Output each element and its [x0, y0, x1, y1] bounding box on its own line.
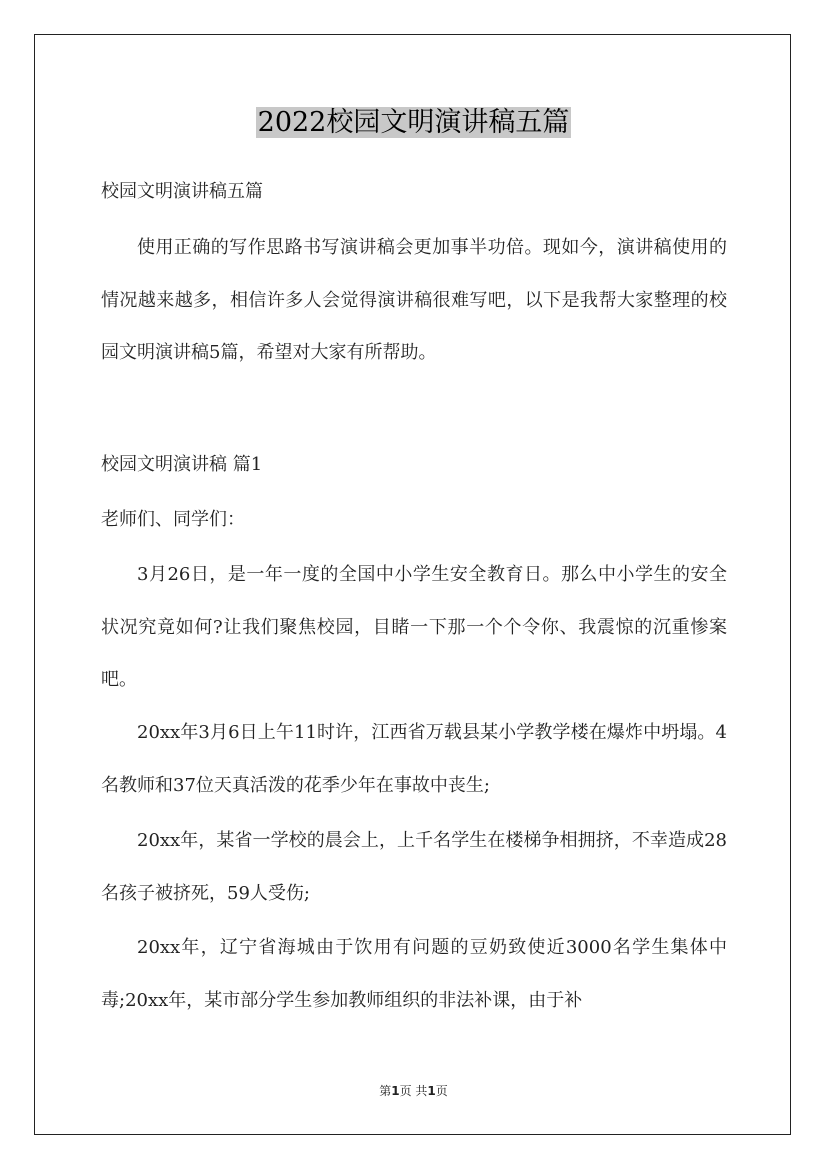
- footer-page-total: 1: [427, 1084, 436, 1098]
- footer-page-suffix: 页: [435, 1084, 448, 1098]
- footer-page-prefix: 第: [379, 1084, 392, 1098]
- footer-page-number: 1: [391, 1084, 400, 1098]
- document-title: [0, 100, 827, 146]
- document-subtitle: 校园文明演讲稿五篇: [101, 181, 263, 202]
- body-paragraph-2: 20xx年3月6日上午11时许，江西省万载县某小学教学楼在爆炸中坍塌。4名教师和37位天真活泼的花季少年在事故中丧生;: [101, 722, 727, 796]
- body-paragraph-1: 3月26日，是一年一度的全国中小学生安全教育日。那么中小学生的安全状况究竟如何?让我们聚焦校园，目睹一下那一个个令你、我震惊的沉重惨案吧。: [101, 564, 727, 690]
- footer-page-mid: 页 共: [399, 1084, 428, 1098]
- intro-paragraph: 使用正确的写作思路书写演讲稿会更加事半功倍。现如今，演讲稿使用的情况越来越多，相信许多人会觉得演讲稿很难写吧，以下是我帮大家整理的校园文明演讲稿5篇，希望对大家有所帮助。: [101, 237, 727, 363]
- document-title-text: 2022校园文明演讲稿五篇: [257, 107, 570, 138]
- page-footer: [0, 1082, 827, 1099]
- section-heading: 校园文明演讲稿 篇1: [101, 454, 263, 475]
- body-paragraph-3: 20xx年，某省一学校的晨会上，上千名学生在楼梯争相拥挤，不幸造成28名孩子被挤死，59人受伤;: [101, 830, 727, 904]
- salutation: 老师们、同学们：: [101, 509, 245, 530]
- body-paragraph-4: 20xx年，辽宁省海城由于饮用有问题的豆奶致使近3000名学生集体中毒;20xx年，某市部分学生参加教师组织的非法补课，由于补: [101, 937, 727, 1011]
